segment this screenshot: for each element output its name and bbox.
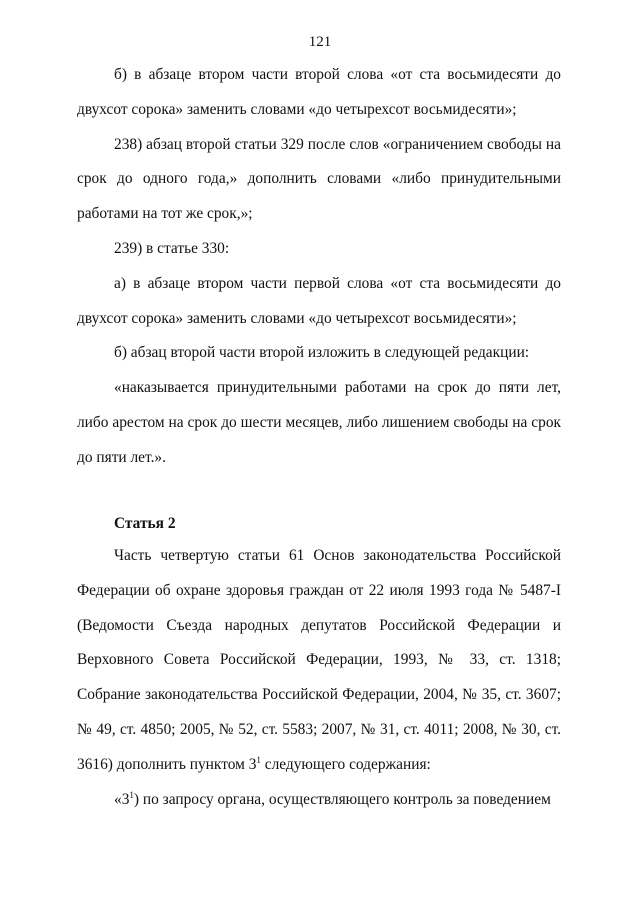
superscript-1: 1 — [129, 789, 134, 800]
article-2-p2-text: «3 — [114, 790, 130, 808]
article-2-body — [77, 539, 561, 817]
paragraph-238: 238) абзац второй статьи 329 после слов «ограничением свободы на срок до одного года,» дополнить словами «либо принудительными работами на тот же срок,»; — [77, 135, 561, 223]
article-2-p1-tail: следующего содержания: — [260, 755, 431, 773]
paragraph-239: 239) в статье 330: — [114, 239, 230, 257]
paragraph-a-part1: а) в абзаце втором части первой слова «от ста восьмидесяти до двухсот сорока» заменить словами «до четырехсот восьмидесяти»; — [77, 274, 561, 327]
article-2-paragraph-1 — [77, 539, 561, 783]
superscript-1: 1 — [256, 754, 261, 765]
paragraph-b-part2: б) в абзаце втором части второй слова «от ста восьмидесяти до двухсот сорока» заменить словами «до четырехсот восьмидесяти»; — [77, 66, 561, 118]
article-2-paragraph-2 — [77, 783, 561, 818]
article-2-p1-text: Часть четвертую статьи 61 Основ законодательства Российской Федерации об охране здоровья граждан от 22 июля 1993 года № 5487-I (Ведомости Съезда народных депутатов Российской Федерации и Верховного Совета Российской Федерации, 1993, № 33, ст. 1318; Собрание законодательства Российской Федерации, 2004, № 35, ст. 3607; № 49, ст. 4850; 2005, № 52, ст. 5583; 2007, № 31, ст. 4011; 2008, № 30, ст. 3616) дополнить пунктом 3 — [77, 547, 561, 773]
paragraph-b-abzac: б) абзац второй части второй изложить в следующей редакции: — [114, 344, 530, 362]
amendments-block — [77, 58, 561, 476]
article-2-p2-tail: ) по запросу органа, осуществляющего контроль за поведением — [133, 790, 551, 808]
page-number: 121 — [308, 34, 332, 50]
article-2-heading: Статья 2 — [114, 515, 176, 532]
paragraph-quote-punishment: «наказывается принудительными работами на срок до пяти лет, либо арестом на срок до шести месяцев, либо лишением свободы на срок до пяти лет.». — [77, 379, 561, 466]
